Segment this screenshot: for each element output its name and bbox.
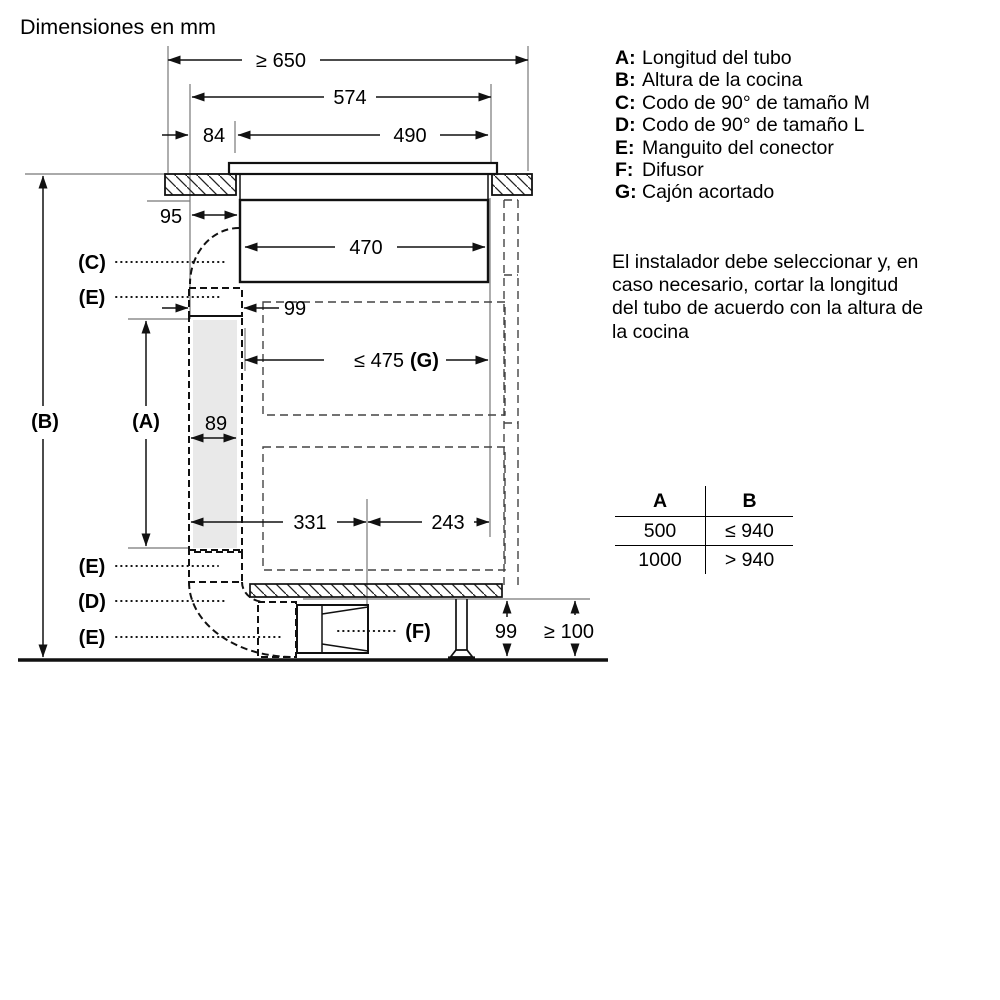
dim-label-475: ≤ 475: [354, 350, 404, 372]
page-title: Dimensiones en mm: [20, 15, 216, 39]
legend: [615, 47, 870, 204]
callout-e-mid: (E): [78, 556, 106, 578]
legend-item-c: [615, 92, 870, 114]
structure: [18, 163, 608, 660]
drawer-box-lower: [263, 447, 505, 570]
table-cell-a: 500: [643, 519, 677, 542]
legend-key: C:: [615, 91, 636, 114]
callout-f: (F): [405, 621, 431, 643]
table-cell-a: 1000: [638, 548, 682, 571]
legend-label: Altura de la cocina: [642, 69, 803, 92]
dim-label-84: 84: [202, 125, 226, 147]
legend-label: Cajón acortado: [642, 181, 775, 204]
note-line: El instalador debe seleccionar y, en: [612, 251, 919, 273]
callout-e-bottom: (E): [78, 627, 106, 649]
note-line: caso necesario, cortar la longitud: [612, 274, 899, 297]
legend-item-b: [615, 69, 870, 91]
dim-label-650: ≥ 650: [256, 50, 306, 72]
legend-key: F:: [615, 159, 634, 182]
dim-label-95: 95: [159, 206, 183, 228]
legend-item-d: [615, 114, 870, 136]
table-header-a: A: [652, 489, 668, 512]
foot-base: [451, 650, 473, 657]
legend-item-a: [615, 47, 870, 69]
legend-key: G:: [615, 181, 637, 204]
cabinet-bottom-board: [250, 584, 502, 597]
legend-key: B:: [615, 69, 636, 92]
legend-label: Longitud del tubo: [642, 47, 792, 69]
legend-key: A:: [615, 47, 636, 69]
table-header-row: [615, 486, 793, 517]
legend-item-e: [615, 137, 870, 159]
callout-leaders: [116, 262, 397, 637]
dim-label-99-diffuser: 99: [494, 621, 518, 643]
dim-label-475-ref: (G): [410, 350, 439, 372]
tube-length-table: [615, 486, 793, 574]
installer-note: [612, 251, 923, 344]
hob-glass-plate: [229, 163, 497, 174]
note-line: la cocina: [612, 320, 689, 343]
legend-label: Difusor: [642, 159, 704, 182]
elbow-c: [190, 228, 239, 284]
worktop-right: [492, 174, 532, 195]
table-header-b: B: [705, 486, 793, 516]
legend-item-f: [615, 159, 870, 181]
legend-label: Manguito del conector: [642, 136, 834, 159]
dim-label-490: 490: [393, 125, 427, 147]
callout-e-top: (E): [78, 287, 106, 309]
dim-label-99-sleeve: 99: [283, 298, 307, 320]
table-cell-b: > 940: [705, 546, 793, 574]
callout-a: (A): [132, 411, 160, 433]
callout-c: (C): [78, 252, 106, 274]
dim-label-243: 243: [431, 512, 465, 534]
table-row: [615, 546, 793, 574]
table-cell-b: ≤ 940: [705, 517, 793, 545]
legend-label: Codo de 90° de tamaño L: [642, 114, 865, 137]
diffuser: [297, 605, 368, 653]
callout-d: (D): [78, 591, 106, 613]
connector-sleeve-outlet: [258, 602, 296, 657]
dim-label-89: 89: [204, 413, 228, 435]
worktop-left: [165, 174, 236, 195]
dim-label-574: 574: [333, 87, 367, 109]
legend-key: D:: [615, 114, 636, 137]
note-line: del tubo de acuerdo con la altura de: [612, 297, 924, 320]
dim-label-470: 470: [349, 237, 383, 259]
dim-label-100: ≥ 100: [544, 621, 594, 643]
legend-key: E:: [615, 136, 635, 159]
legend-item-g: [615, 181, 870, 203]
legend-label: Codo de 90° de tamaño M: [642, 91, 870, 114]
dim-label-331: 331: [293, 512, 327, 534]
callout-b: (B): [31, 411, 59, 433]
table-row: [615, 517, 793, 546]
dimension-lines: [43, 60, 575, 657]
connector-sleeve-top: [189, 288, 242, 316]
